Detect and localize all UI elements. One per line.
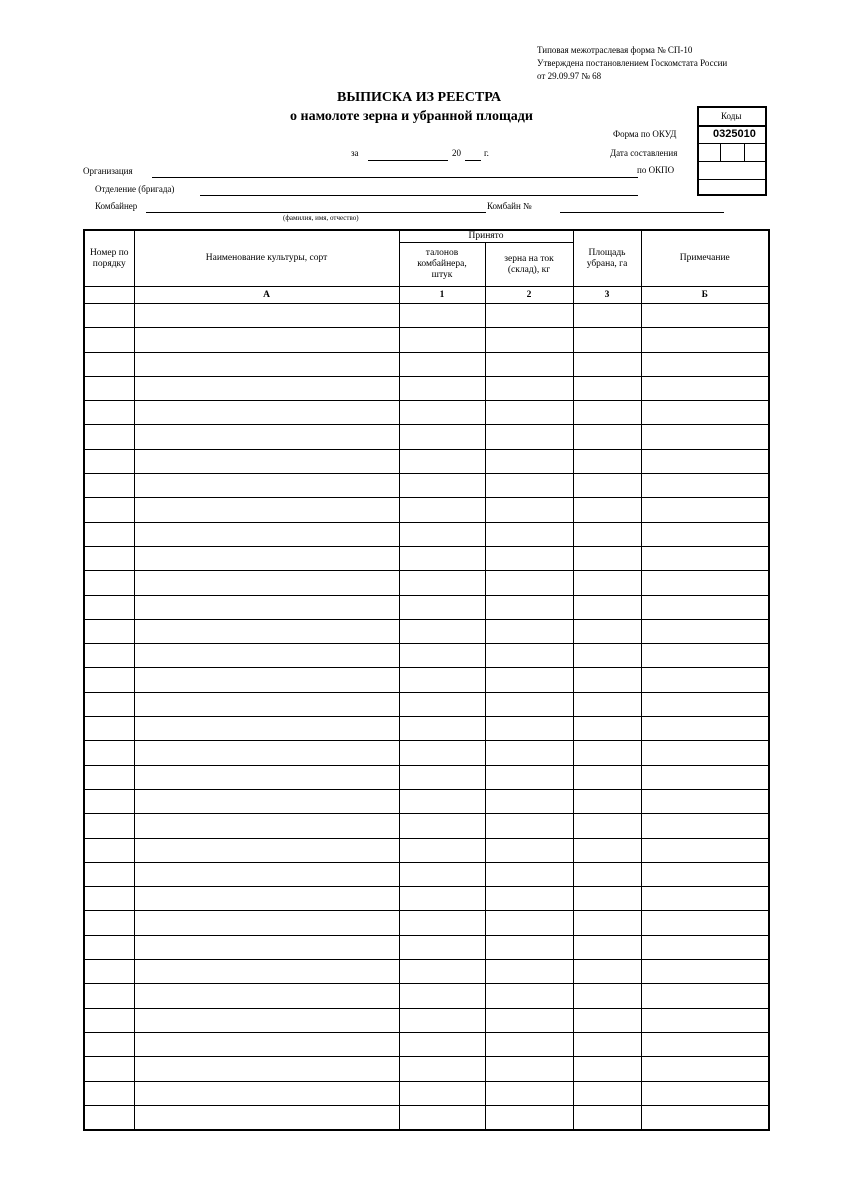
table-row: [84, 911, 769, 935]
table-cell[interactable]: [573, 960, 641, 984]
table-cell[interactable]: [399, 692, 485, 716]
table-row: [84, 935, 769, 959]
combiner-label: Комбайнер: [95, 201, 138, 211]
table-cell[interactable]: [134, 619, 399, 643]
combiner-hint: (фамилия, имя, отчество): [283, 214, 359, 222]
table-cell[interactable]: [399, 862, 485, 886]
table-cell[interactable]: [485, 960, 573, 984]
approval-date-label: от 29.09.97 № 68: [537, 71, 602, 81]
table-cell[interactable]: [134, 789, 399, 813]
col-area-header: Площадь убрана, га: [573, 230, 641, 287]
table-cell[interactable]: [399, 741, 485, 765]
table-cell[interactable]: [134, 376, 399, 400]
table-cell[interactable]: [641, 838, 769, 862]
table-cell[interactable]: [641, 789, 769, 813]
table-cell[interactable]: [641, 474, 769, 498]
table-cell[interactable]: [641, 546, 769, 570]
okud-code: 0325010: [713, 128, 756, 140]
table-cell[interactable]: [84, 765, 134, 789]
table-cell[interactable]: [641, 401, 769, 425]
codes-box: [697, 106, 767, 196]
table-cell[interactable]: [134, 960, 399, 984]
table-cell[interactable]: [399, 814, 485, 838]
table-cell[interactable]: [573, 376, 641, 400]
table-cell[interactable]: [84, 692, 134, 716]
table-row: [84, 304, 769, 328]
table-cell[interactable]: [134, 1105, 399, 1130]
table-cell[interactable]: [84, 449, 134, 473]
table-cell[interactable]: [399, 789, 485, 813]
table-cell[interactable]: [573, 304, 641, 328]
table-cell[interactable]: [641, 328, 769, 352]
table-cell[interactable]: [641, 741, 769, 765]
table-cell[interactable]: [485, 668, 573, 692]
table-row: [84, 1032, 769, 1056]
document-subtitle: о намолоте зерна и убранной площади: [290, 109, 533, 124]
table-cell[interactable]: [134, 595, 399, 619]
table-cell[interactable]: [641, 1105, 769, 1130]
table-cell[interactable]: [84, 1105, 134, 1130]
table-cell[interactable]: [573, 692, 641, 716]
table-cell[interactable]: [573, 862, 641, 886]
table-row: [84, 692, 769, 716]
table-cell[interactable]: [573, 984, 641, 1008]
table-cell[interactable]: [84, 595, 134, 619]
table-cell[interactable]: [485, 449, 573, 473]
period-day-field[interactable]: [368, 160, 448, 161]
table-cell[interactable]: [399, 765, 485, 789]
table-cell[interactable]: [485, 1081, 573, 1105]
table-row: [84, 619, 769, 643]
table-cell[interactable]: [573, 401, 641, 425]
table-cell[interactable]: [573, 644, 641, 668]
table-cell[interactable]: [641, 304, 769, 328]
approval-label: Утверждена постановлением Госкомстата России: [537, 58, 728, 68]
table-cell[interactable]: [485, 425, 573, 449]
table-row: [84, 352, 769, 376]
table-cell[interactable]: [641, 862, 769, 886]
table-cell[interactable]: [573, 717, 641, 741]
table-cell[interactable]: [641, 765, 769, 789]
table-cell[interactable]: [134, 814, 399, 838]
table-cell[interactable]: [485, 1057, 573, 1081]
table-cell[interactable]: [399, 619, 485, 643]
table-cell[interactable]: [84, 789, 134, 813]
table-row: [84, 741, 769, 765]
table-cell[interactable]: [399, 887, 485, 911]
table-row: [84, 789, 769, 813]
table-cell[interactable]: [134, 838, 399, 862]
table-row: [84, 960, 769, 984]
table-row: [84, 668, 769, 692]
table-cell[interactable]: [641, 1008, 769, 1032]
table-cell[interactable]: [485, 838, 573, 862]
table-cell[interactable]: [485, 571, 573, 595]
table-cell[interactable]: [399, 960, 485, 984]
table-cell[interactable]: [399, 328, 485, 352]
okud-label: Форма по ОКУД: [613, 129, 677, 139]
table-cell[interactable]: [134, 862, 399, 886]
table-cell[interactable]: [134, 1008, 399, 1032]
table-cell[interactable]: [485, 741, 573, 765]
table-cell[interactable]: [641, 425, 769, 449]
table-cell[interactable]: [485, 984, 573, 1008]
table-row: [84, 474, 769, 498]
year-field[interactable]: [465, 160, 481, 161]
table-cell[interactable]: [84, 1057, 134, 1081]
idx-cell: 2: [485, 287, 573, 304]
table-cell[interactable]: [573, 668, 641, 692]
table-row: [84, 765, 769, 789]
table-cell[interactable]: [134, 935, 399, 959]
table-cell[interactable]: [84, 741, 134, 765]
table-cell[interactable]: [84, 887, 134, 911]
table-cell[interactable]: [84, 425, 134, 449]
table-cell[interactable]: [84, 668, 134, 692]
table-cell[interactable]: [573, 352, 641, 376]
year-prefix: 20: [452, 148, 461, 158]
table-cell[interactable]: [573, 474, 641, 498]
table-row: [84, 887, 769, 911]
table-cell[interactable]: [573, 741, 641, 765]
table-row: [84, 1008, 769, 1032]
table-cell[interactable]: [641, 1032, 769, 1056]
table-cell[interactable]: [485, 522, 573, 546]
table-cell[interactable]: [485, 1032, 573, 1056]
table-cell[interactable]: [485, 619, 573, 643]
combine-number-label: Комбайн №: [487, 201, 532, 211]
table-cell[interactable]: [84, 960, 134, 984]
table-cell[interactable]: [84, 984, 134, 1008]
table-cell[interactable]: [134, 765, 399, 789]
table-cell[interactable]: [399, 984, 485, 1008]
table-cell[interactable]: [84, 1008, 134, 1032]
table-cell[interactable]: [485, 814, 573, 838]
organization-field[interactable]: [152, 177, 638, 178]
table-cell[interactable]: [641, 960, 769, 984]
combine-number-field[interactable]: [560, 212, 724, 213]
table-cell[interactable]: [573, 449, 641, 473]
table-cell[interactable]: [84, 862, 134, 886]
table-cell[interactable]: [399, 668, 485, 692]
table-cell[interactable]: [485, 644, 573, 668]
table-cell[interactable]: [641, 984, 769, 1008]
okpo-label: по ОКПО: [637, 165, 675, 175]
table-cell[interactable]: [134, 328, 399, 352]
table-cell[interactable]: [573, 1032, 641, 1056]
table-cell[interactable]: [573, 1057, 641, 1081]
table-cell[interactable]: [134, 1057, 399, 1081]
table-cell[interactable]: [573, 1081, 641, 1105]
table-cell[interactable]: [134, 352, 399, 376]
table-cell[interactable]: [134, 304, 399, 328]
table-row: [84, 1105, 769, 1130]
table-cell[interactable]: [485, 376, 573, 400]
table-cell[interactable]: [399, 1032, 485, 1056]
table-cell[interactable]: [84, 935, 134, 959]
table-cell[interactable]: [134, 522, 399, 546]
combiner-field[interactable]: [146, 212, 486, 213]
col-coupons-header: талонов комбайнера, штук: [399, 243, 485, 287]
registry-table: [83, 229, 770, 1131]
table-row: [84, 644, 769, 668]
table-cell[interactable]: [641, 911, 769, 935]
table-cell[interactable]: [84, 911, 134, 935]
table-cell[interactable]: [641, 571, 769, 595]
table-row: [84, 425, 769, 449]
table-row: [84, 449, 769, 473]
table-cell[interactable]: [641, 619, 769, 643]
table-cell[interactable]: [84, 546, 134, 570]
table-row: [84, 984, 769, 1008]
organization-label: Организация: [83, 166, 133, 176]
table-cell[interactable]: [573, 1105, 641, 1130]
table-cell[interactable]: [84, 644, 134, 668]
table-cell[interactable]: [134, 571, 399, 595]
table-cell[interactable]: [641, 595, 769, 619]
table-cell[interactable]: [485, 862, 573, 886]
table-cell[interactable]: [134, 887, 399, 911]
table-cell[interactable]: [641, 717, 769, 741]
table-cell[interactable]: [134, 717, 399, 741]
table-cell[interactable]: [573, 595, 641, 619]
table-cell[interactable]: [485, 401, 573, 425]
table-cell[interactable]: [84, 304, 134, 328]
period-za-label: за: [351, 148, 359, 158]
table-cell[interactable]: [485, 1008, 573, 1032]
idx-cell: Б: [641, 287, 769, 304]
table-cell[interactable]: [573, 935, 641, 959]
table-cell[interactable]: [485, 765, 573, 789]
table-cell[interactable]: [84, 376, 134, 400]
table-cell[interactable]: [573, 619, 641, 643]
table-cell[interactable]: [573, 887, 641, 911]
idx-cell: 3: [573, 287, 641, 304]
table-cell[interactable]: [573, 546, 641, 570]
table-cell[interactable]: [573, 814, 641, 838]
table-cell[interactable]: [485, 328, 573, 352]
table-cell[interactable]: [84, 571, 134, 595]
table-cell[interactable]: [485, 692, 573, 716]
table-cell[interactable]: [134, 741, 399, 765]
document-title: ВЫПИСКА ИЗ РЕЕСТРА: [337, 90, 502, 105]
table-cell[interactable]: [84, 1032, 134, 1056]
table-cell[interactable]: [134, 1032, 399, 1056]
table-cell[interactable]: [134, 1081, 399, 1105]
idx-cell: [84, 287, 134, 304]
table-cell[interactable]: [399, 425, 485, 449]
table-cell[interactable]: [573, 838, 641, 862]
table-row: [84, 522, 769, 546]
table-cell[interactable]: [399, 571, 485, 595]
table-row: [84, 546, 769, 570]
table-cell[interactable]: [485, 352, 573, 376]
table-cell[interactable]: [134, 425, 399, 449]
table-cell[interactable]: [573, 571, 641, 595]
table-cell[interactable]: [399, 522, 485, 546]
year-suffix: г.: [484, 148, 489, 158]
table-cell[interactable]: [485, 498, 573, 522]
table-cell[interactable]: [641, 887, 769, 911]
table-cell[interactable]: [573, 911, 641, 935]
table-cell[interactable]: [134, 546, 399, 570]
col-accepted-header: Принято: [399, 230, 573, 243]
table-cell[interactable]: [641, 692, 769, 716]
table-cell[interactable]: [573, 328, 641, 352]
table-cell[interactable]: [134, 449, 399, 473]
table-row: [84, 401, 769, 425]
table-cell[interactable]: [399, 498, 485, 522]
table-cell[interactable]: [134, 911, 399, 935]
date-label: Дата составления: [610, 148, 678, 158]
table-cell[interactable]: [84, 352, 134, 376]
table-cell[interactable]: [399, 546, 485, 570]
table-cell[interactable]: [84, 717, 134, 741]
table-row: [84, 1081, 769, 1105]
table-cell[interactable]: [641, 1081, 769, 1105]
table-cell[interactable]: [399, 474, 485, 498]
table-cell[interactable]: [134, 668, 399, 692]
table-cell[interactable]: [641, 449, 769, 473]
table-cell[interactable]: [134, 474, 399, 498]
table-row: [84, 376, 769, 400]
col-name-header: Наименование культуры, сорт: [134, 230, 399, 287]
table-row: [84, 838, 769, 862]
table-cell[interactable]: [399, 838, 485, 862]
table-cell[interactable]: [573, 1008, 641, 1032]
table-cell[interactable]: [84, 522, 134, 546]
table-cell[interactable]: [134, 401, 399, 425]
table-cell[interactable]: [399, 595, 485, 619]
table-cell[interactable]: [399, 1105, 485, 1130]
table-cell[interactable]: [485, 887, 573, 911]
table-cell[interactable]: [485, 595, 573, 619]
table-cell[interactable]: [84, 328, 134, 352]
table-cell[interactable]: [84, 619, 134, 643]
table-cell[interactable]: [641, 376, 769, 400]
table-cell[interactable]: [134, 984, 399, 1008]
table-cell[interactable]: [485, 546, 573, 570]
table-cell[interactable]: [641, 668, 769, 692]
table-cell[interactable]: [84, 498, 134, 522]
idx-cell: А: [134, 287, 399, 304]
department-label: Отделение (бригада): [95, 184, 175, 194]
table-cell[interactable]: [485, 1105, 573, 1130]
table-row: [84, 814, 769, 838]
table-cell[interactable]: [485, 789, 573, 813]
col-number-header: Номер по порядку: [84, 230, 134, 287]
table-cell[interactable]: [134, 692, 399, 716]
table-cell[interactable]: [399, 935, 485, 959]
table-cell[interactable]: [641, 1057, 769, 1081]
table-cell[interactable]: [485, 474, 573, 498]
table-cell[interactable]: [399, 717, 485, 741]
table-cell[interactable]: [399, 911, 485, 935]
table-cell[interactable]: [84, 401, 134, 425]
table-row: [84, 595, 769, 619]
table-cell[interactable]: [399, 352, 485, 376]
form-type-label: Типовая межотраслевая форма № СП-10: [537, 45, 693, 55]
table-row: [84, 1057, 769, 1081]
table-cell[interactable]: [84, 1081, 134, 1105]
idx-cell: 1: [399, 287, 485, 304]
table-cell[interactable]: [485, 717, 573, 741]
table-row: [84, 717, 769, 741]
table-row: [84, 862, 769, 886]
table-cell[interactable]: [399, 1057, 485, 1081]
table-cell[interactable]: [641, 814, 769, 838]
table-cell[interactable]: [641, 498, 769, 522]
table-cell[interactable]: [485, 304, 573, 328]
table-cell[interactable]: [399, 449, 485, 473]
table-cell[interactable]: [84, 474, 134, 498]
col-grain-header: зерна на ток (склад), кг: [485, 243, 573, 287]
table-cell[interactable]: [399, 644, 485, 668]
table-cell[interactable]: [641, 522, 769, 546]
table-cell[interactable]: [134, 644, 399, 668]
codes-label: Коды: [721, 111, 742, 121]
table-cell[interactable]: [573, 425, 641, 449]
department-field[interactable]: [200, 195, 638, 196]
table-cell[interactable]: [573, 498, 641, 522]
table-row: [84, 498, 769, 522]
table-row: [84, 571, 769, 595]
table-cell[interactable]: [573, 765, 641, 789]
table-cell[interactable]: [485, 911, 573, 935]
col-note-header: Примечание: [641, 230, 769, 287]
table-cell[interactable]: [399, 1008, 485, 1032]
table-cell[interactable]: [399, 304, 485, 328]
table-cell[interactable]: [641, 644, 769, 668]
table-cell[interactable]: [573, 789, 641, 813]
table-cell[interactable]: [641, 935, 769, 959]
table-cell[interactable]: [134, 498, 399, 522]
table-row: [84, 328, 769, 352]
table-cell[interactable]: [399, 401, 485, 425]
table-cell[interactable]: [485, 935, 573, 959]
table-cell[interactable]: [84, 814, 134, 838]
table-cell[interactable]: [399, 1081, 485, 1105]
table-cell[interactable]: [399, 376, 485, 400]
table-cell[interactable]: [573, 522, 641, 546]
table-cell[interactable]: [84, 838, 134, 862]
table-cell[interactable]: [641, 352, 769, 376]
